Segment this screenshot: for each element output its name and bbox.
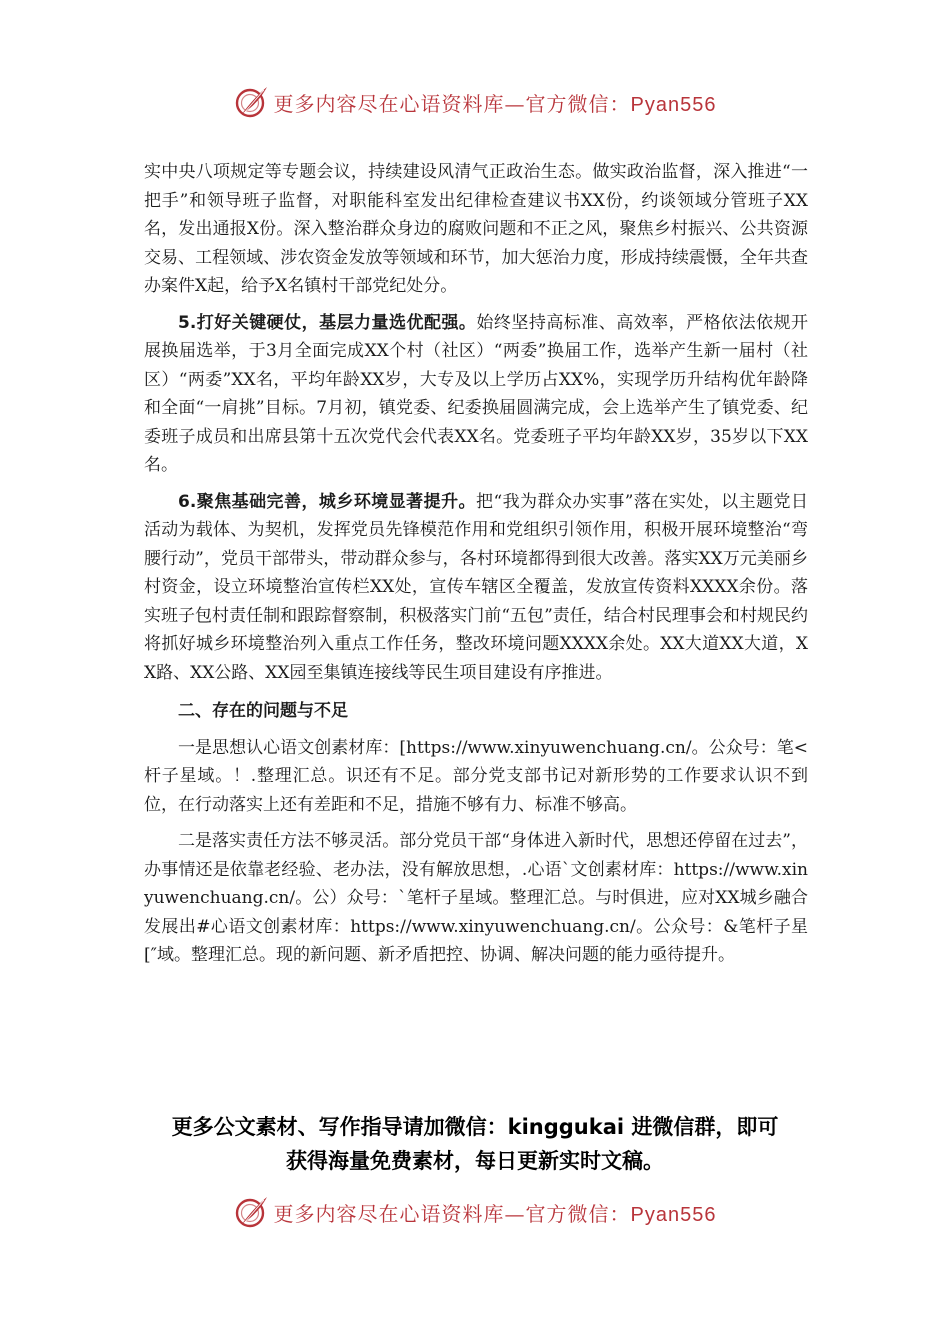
paragraph-text: 把“我为群众办实事”落在实处，以主题党日活动为载体、为契机，发挥党员先锋模范作用和党组织引领作用，积极开展环境整治“弯腰行动”，党员干部带头，带动群众参与，各村环境都得到很大改善。落实XX万元美丽乡村资金，设立环境整治宣传栏XX处，宣传车辖区全覆盖，发放宣传资料XXXX余份。落实班子包村责任制和跟踪督察制，积极落实门前“五包”责任，结合村民理事会和村规民约将抓好城乡环境整治列入重点工作任务，整改环境问题XXXX余处。XX大道XX大道，XX路、XX公路、XX园至集镇连接线等民生项目建设有序推进。 bbox=[144, 491, 808, 683]
problem-paragraph-2: 二是落实责任方法不够灵活。部分党员干部“身体进入新时代，思想还停留在过去”，办事情还是依靠老经验、老办法，没有解放思想，.心语`文创素材库：https://www.xinyuwenchuang.cn/。公）众号：`笔杆子星域。整理汇总。与时俱进，应对XX城乡融合发展出#心语文创素材库：https://www.xinyuwenchuang.cn/。公众号：&笔杆子星[″域。整理汇总。现的新问题、新矛盾把控、协调、解决问题的能力亟待提升。 bbox=[144, 831, 808, 965]
cta-line-2: 获得海量免费素材，每日更新实时文稿。 bbox=[286, 1149, 664, 1173]
section-heading: 二、存在的问题与不足 bbox=[178, 701, 348, 721]
problem-paragraph-1: 一是思想认心语文创素材库：[https://www.xinyuwenchuang.cn/。公众号：笔<杆子星域。！.整理汇总。识还有不足。部分党支部书记对新形势的工作要求认识不到位，在行动落实上还有差距和不足，措施不够有力、标准不够高。 bbox=[144, 737, 808, 815]
paragraph-item-6 bbox=[144, 488, 808, 688]
footer-banner-text bbox=[274, 1198, 717, 1227]
header-wechat-id: Pyan556 bbox=[630, 93, 717, 116]
document-body bbox=[144, 158, 808, 970]
paragraph-continuation bbox=[144, 158, 808, 301]
paragraph-text: 始终坚持高标准、高效率，严格依法依规开展换届选举，于3月全面完成XX个村（社区）“两委”换届工作，选举产生新一届村（社区）“两委”XX名，平均年龄XX岁，大专及以上学历占XX%，实现学历升结构优年龄降和全面“一肩挑”目标。7月初，镇党委、纪委换届圆满完成，会上选举产生了镇党委、纪委班子成员和出席县第十五次党代会代表XX名。党委班子平均年龄XX岁，35岁以下XX名。 bbox=[144, 312, 808, 475]
header-banner bbox=[0, 80, 950, 124]
cta-line-1: 更多公文素材、写作指导请加微信：kinggukai 进微信群，即可 bbox=[171, 1115, 779, 1139]
call-to-action bbox=[95, 1110, 855, 1178]
header-banner-text bbox=[274, 88, 717, 117]
paragraph-lead: 5.打好关键硬仗，基层力量选优配强。 bbox=[178, 312, 477, 333]
paragraph-text: 实中央八项规定等专题会议，持续建设风清气正政治生态。做实政治监督，深入推进“一把手”和领导班子监督，对职能科室发出纪律检查建议书XX份，约谈领域分管班子XX名，发出通报X份。深入整治群众身边的腐败问题和不正之风，聚焦乡村振兴、公共资源交易、工程领域、涉农资金发放等领域和环节，加大惩治力度，形成持续震慑，全年共查办案件X起，给予X名镇村干部党纪处分。 bbox=[144, 162, 808, 296]
paragraph-lead: 6.聚焦基础完善，城乡环境显著提升。 bbox=[178, 491, 476, 512]
quill-logo-icon bbox=[234, 84, 270, 120]
footer-banner-label: 更多内容尽在心语资料库—官方微信： bbox=[273, 1201, 631, 1226]
quill-logo-icon bbox=[234, 1194, 270, 1230]
paragraph-item-5 bbox=[144, 309, 808, 480]
footer-wechat-id: Pyan556 bbox=[630, 1203, 717, 1226]
header-banner-label: 更多内容尽在心语资料库—官方微信： bbox=[273, 91, 631, 116]
footer-banner bbox=[0, 1190, 950, 1234]
